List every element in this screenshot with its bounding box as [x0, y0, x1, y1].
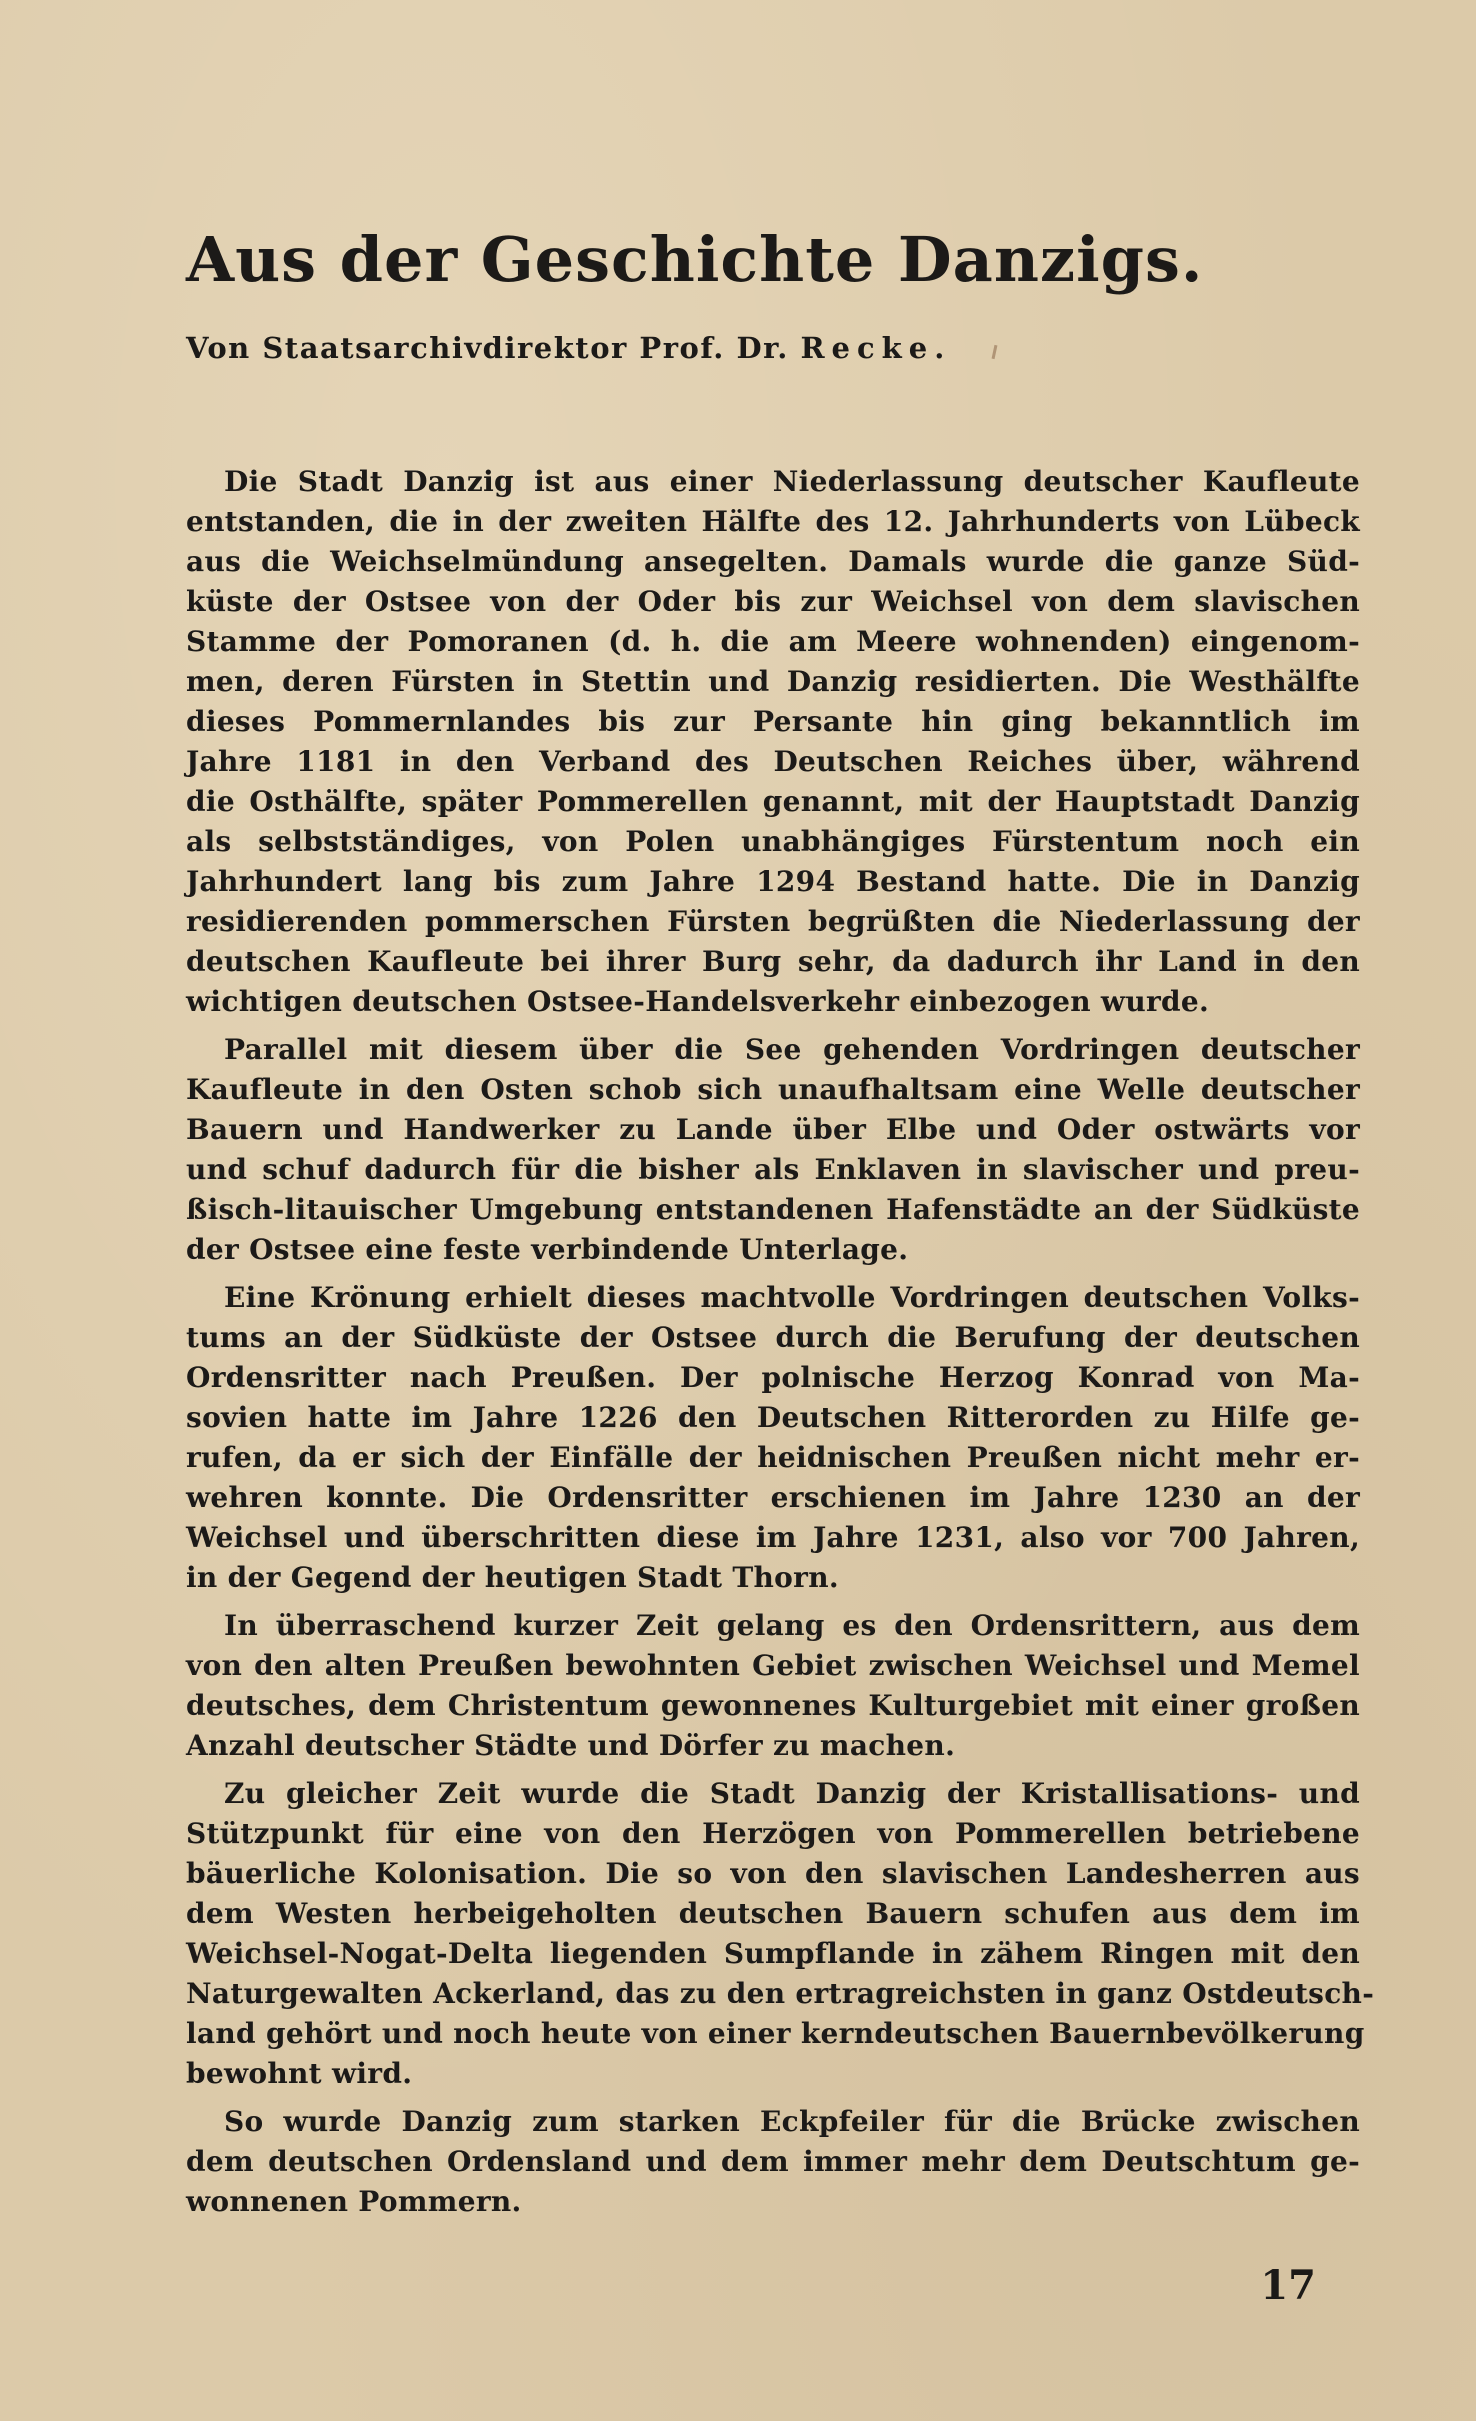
- text-line: aus die Weichselmündung ansegelten. Damals wurde die ganze Süd-: [186, 545, 1360, 578]
- text-line: sovien hatte im Jahre 1226 den Deutschen Ritterorden zu Hilfe ge-: [186, 1401, 1360, 1434]
- text-line: dem Westen herbeigeholten deutschen Bauern schufen aus dem im: [186, 1897, 1360, 1930]
- document-page: [186, 220, 1375, 2230]
- text-line: Zu gleicher Zeit wurde die Stadt Danzig der Kristallisations- und: [224, 1777, 1360, 1810]
- text-line: men, deren Fürsten in Stettin und Danzig residierten. Die Westhälfte: [186, 665, 1360, 698]
- text-line: Weichsel-Nogat-Delta liegenden Sumpflande in zähem Ringen mit den: [186, 1937, 1360, 1970]
- text-line: Eine Krönung erhielt dieses machtvolle Vordringen deutschen Volks-: [224, 1281, 1360, 1314]
- article-title: Aus der Geschichte Danzigs.: [186, 223, 1204, 296]
- paragraph: [186, 2102, 1360, 2222]
- paragraph: [186, 1774, 1375, 2094]
- text-line: Anzahl deutscher Städte und Dörfer zu machen.: [186, 1729, 956, 1762]
- text-line: entstanden, die in der zweiten Hälfte des 12. Jahrhunderts von Lübeck: [186, 505, 1360, 538]
- text-line: deutsches, dem Christentum gewonnenes Kulturgebiet mit einer großen: [186, 1689, 1360, 1722]
- text-line: dieses Pommernlandes bis zur Persante hin ging bekanntlich im: [186, 705, 1360, 738]
- text-line: dem deutschen Ordensland und dem immer mehr dem Deutschtum ge-: [186, 2145, 1360, 2178]
- text-line: Parallel mit diesem über die See gehenden Vordringen deutscher: [224, 1033, 1360, 1066]
- text-line: Naturgewalten Ackerland, das zu den ertragreichsten in ganz Ostdeutsch-: [186, 1977, 1375, 2010]
- text-line: So wurde Danzig zum starken Eckpfeiler für die Brücke zwischen: [224, 2105, 1360, 2138]
- text-line: Jahrhundert lang bis zum Jahre 1294 Bestand hatte. Die in Danzig: [186, 865, 1360, 898]
- text-line: wehren konnte. Die Ordensritter erschienen im Jahre 1230 an der: [186, 1481, 1360, 1514]
- text-line: Weichsel und überschritten diese im Jahre 1231, also vor 700 Jahren,: [186, 1521, 1360, 1554]
- byline: [186, 328, 1360, 368]
- text-line: Stamme der Pomoranen (d. h. die am Meere wohnenden) eingenom-: [186, 625, 1360, 658]
- text-line: von den alten Preußen bewohnten Gebiet zwischen Weichsel und Memel: [186, 1649, 1360, 1682]
- text-line: und schuf dadurch für die bisher als Enklaven in slavischer und preu-: [186, 1153, 1360, 1186]
- text-line: der Ostsee eine feste verbindende Unterlage.: [186, 1233, 909, 1266]
- text-line: residierenden pommerschen Fürsten begrüßten die Niederlassung der: [186, 905, 1360, 938]
- text-line: Stützpunkt für eine von den Herzögen von Pommerellen betriebene: [186, 1817, 1360, 1850]
- text-line: Ordensritter nach Preußen. Der polnische Herzog Konrad von Ma-: [186, 1361, 1360, 1394]
- text-line: in der Gegend der heutigen Stadt Thorn.: [186, 1561, 839, 1594]
- paragraph: [186, 1030, 1360, 1270]
- paragraph: [186, 1606, 1360, 1766]
- text-line: Bauern und Handwerker zu Lande über Elbe und Oder ostwärts vor: [186, 1113, 1360, 1146]
- text-line: In überraschend kurzer Zeit gelang es den Ordensrittern, aus dem: [224, 1609, 1360, 1642]
- text-line: Jahre 1181 in den Verband des Deutschen Reiches über, während: [186, 745, 1360, 778]
- text-line: Die Stadt Danzig ist aus einer Niederlassung deutscher Kaufleute: [224, 465, 1360, 498]
- text-line: Kaufleute in den Osten schob sich unaufhaltsam eine Welle deutscher: [186, 1073, 1360, 1106]
- text-line: wonnenen Pommern.: [186, 2185, 522, 2218]
- text-line: wichtigen deutschen Ostsee-Handelsverkehr einbezogen wurde.: [186, 985, 1210, 1018]
- byline-prefix: Von Staatsarchivdirektor Prof. Dr.: [186, 331, 789, 365]
- text-line: rufen, da er sich der Einfälle der heidnischen Preußen nicht mehr er-: [186, 1441, 1360, 1474]
- article-body: [186, 462, 1375, 2222]
- author-name: Recke.: [800, 331, 952, 365]
- paragraph: [186, 1278, 1360, 1598]
- text-line: die Osthälfte, später Pommerellen genannt, mit der Hauptstadt Danzig: [186, 785, 1360, 818]
- paragraph: [186, 462, 1360, 1022]
- text-line: als selbstständiges, von Polen unabhängiges Fürstentum noch ein: [186, 825, 1360, 858]
- text-line: küste der Ostsee von der Oder bis zur Weichsel von dem slavischen: [186, 585, 1360, 618]
- page-number: 17: [1260, 2262, 1316, 2309]
- text-line: ßisch-litauischer Umgebung entstandenen Hafenstädte an der Südküste: [186, 1193, 1360, 1226]
- text-line: tums an der Südküste der Ostsee durch die Berufung der deutschen: [186, 1321, 1360, 1354]
- text-line: bewohnt wird.: [186, 2057, 413, 2090]
- text-line: deutschen Kaufleute bei ihrer Burg sehr, da dadurch ihr Land in den: [186, 945, 1360, 978]
- text-line: land gehört und noch heute von einer kerndeutschen Bauernbevölkerung: [186, 2017, 1365, 2050]
- text-line: bäuerliche Kolonisation. Die so von den slavischen Landesherren aus: [186, 1857, 1360, 1890]
